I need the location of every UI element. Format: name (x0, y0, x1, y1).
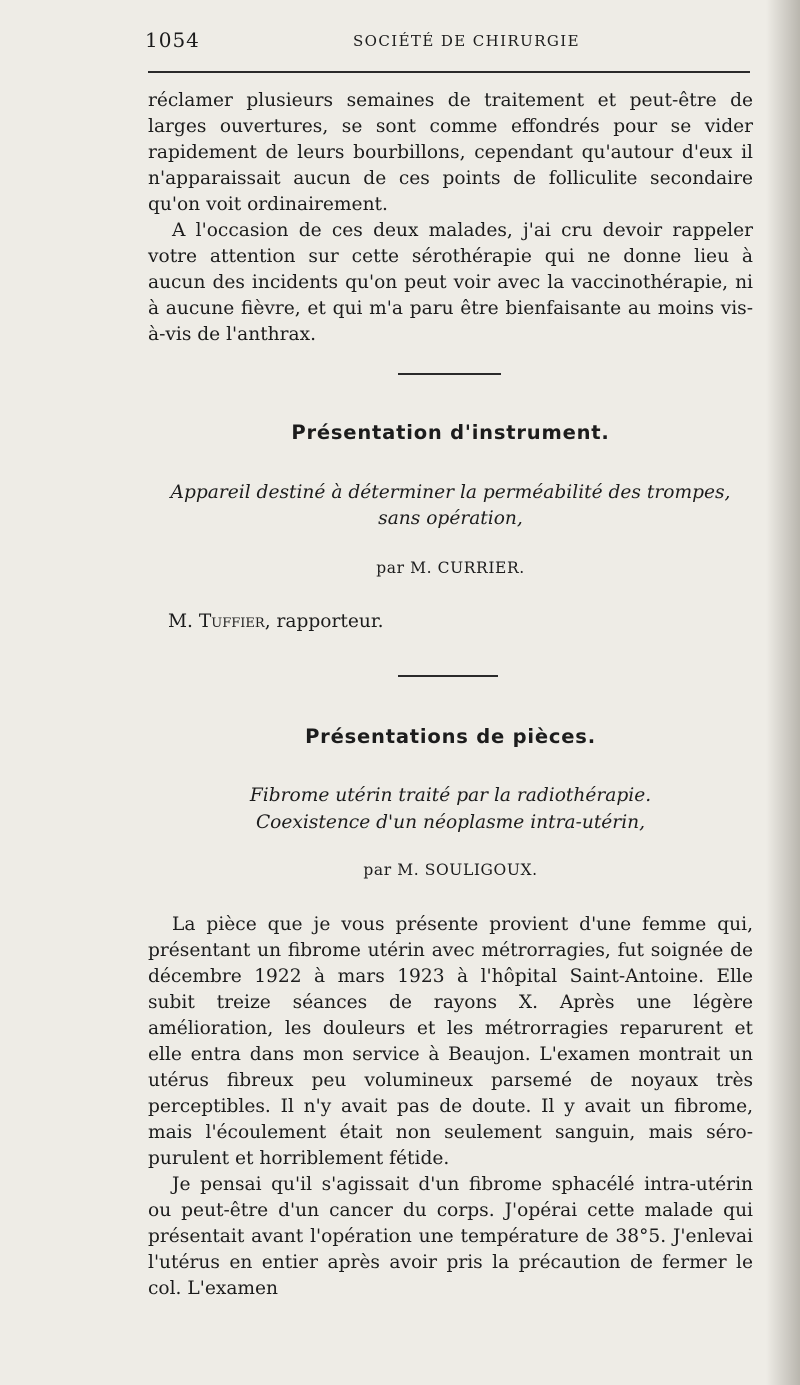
intro-paragraph-1: réclamer plusieurs semaines de traitement et peut-être de larges ouvertures, se sont comme effondrés pour se vider rapidement de leurs bourbillons, cependant qu'autour d'eux il n'apparaissait aucun de ces points de folliculite secondaire qu'on voit ordinairement. (148, 90, 753, 215)
instrument-title-line-1: Appareil destiné à déterminer la perméabilité des trompes, (170, 482, 731, 503)
pieces-paragraph-2: Je pensai qu'il s'agissait d'un fibrome sphacélé intra-utérin ou peut-être d'un cancer du corps. J'opérai cette malade qui présentait avant l'opération une température de 38°5. J'enlevai l'utérus en entier après avoir pris la précaution de fermer le col. L'examen (148, 1174, 753, 1299)
pieces-paragraph-1: La pièce que je vous présente provient d'une femme qui, présentant un fibrome utérin avec métrorragies, fut soignée de décembre 1922 à mars 1923 à l'hôpital Saint-Antoine. Elle subit treize séances de rayons X. Après une légère amélioration, les douleurs et les métrorragies reparurent et elle entra dans mon service à Beaujon. L'examen montrait un utérus fibreux peu volumineux parsemé de noyaux très perceptibles. Il n'y avait pas de doute. Il y avait un fibrome, mais l'écoulement était non seulement sanguin, mais séro-purulent et horriblement fétide. (148, 914, 753, 1169)
intro-text (148, 88, 753, 348)
section-divider-1 (398, 373, 501, 375)
rapporteur-name: Tuffier (198, 611, 265, 632)
page-edge-shadow (766, 0, 800, 1385)
rapporteur-line (168, 611, 384, 632)
running-head: SOCIÉTÉ DE CHIRURGIE (353, 32, 580, 50)
instrument-byline: par M. CURRIER. (376, 559, 525, 577)
header-rule (148, 71, 750, 73)
page-header (145, 28, 753, 54)
instrument-title-line-2: sans opération, (378, 508, 523, 529)
section-divider-2 (398, 675, 498, 677)
pieces-byline: par M. SOULIGOUX. (363, 861, 538, 879)
section-heading-pieces: Présentations de pièces. (305, 725, 596, 748)
rapporteur-prefix: M. (168, 611, 193, 632)
intro-paragraph-2: A l'occasion de ces deux malades, j'ai cru devoir rappeler votre attention sur cette sérothérapie qui ne donne lieu à aucun des incidents qu'on peut voir avec la vaccinothérapie, ni à aucune fièvre, et qui m'a paru être bienfaisante au moins vis-à-vis de l'anthrax. (148, 220, 753, 345)
pieces-title-line-2: Coexistence d'un néoplasme intra-utérin, (255, 812, 646, 833)
page-number: 1054 (145, 28, 200, 52)
pieces-title-line-1: Fibrome utérin traité par la radiothérapie. (249, 785, 652, 806)
section-heading-instrument: Présentation d'instrument. (291, 421, 610, 444)
rapporteur-suffix: , rapporteur. (264, 611, 384, 632)
pieces-text (148, 912, 753, 1302)
